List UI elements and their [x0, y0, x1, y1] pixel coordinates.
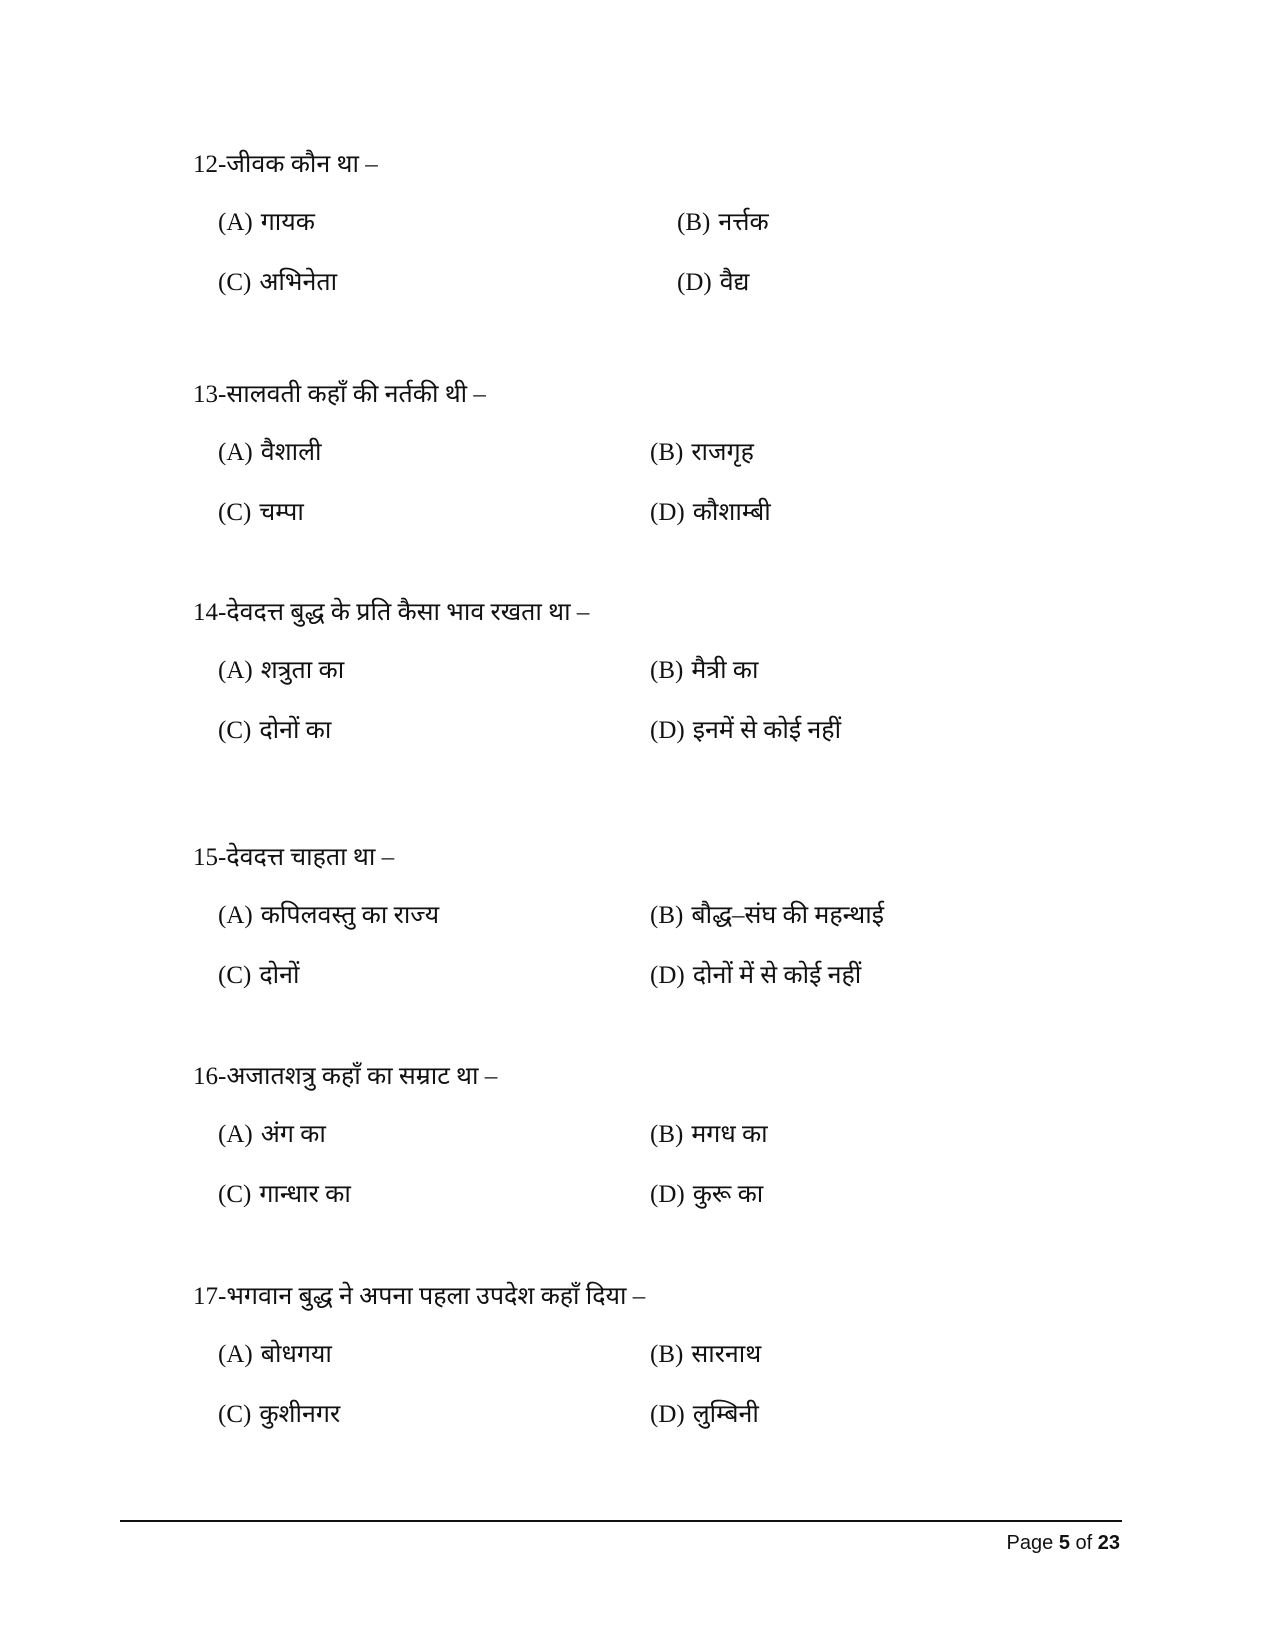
option-text: दोनों में से कोई नहीं: [692, 962, 862, 989]
question-number: 15-: [193, 844, 227, 871]
option-c: [218, 268, 337, 298]
option-b: [650, 656, 758, 686]
option-text: अभिनेता: [259, 269, 338, 296]
question-body: भगवान बुद्ध ने अपना पहला उपदेश कहाँ दिया –: [226, 1283, 646, 1310]
option-c: [218, 498, 304, 528]
question-body: जीवक कौन था –: [226, 151, 378, 178]
option-a: [218, 656, 344, 686]
question-number: 13-: [193, 381, 227, 408]
option-label: (C): [218, 1401, 252, 1428]
option-text: अंग का: [260, 1121, 326, 1148]
option-text: कौशाम्बी: [692, 499, 771, 526]
option-text: सारनाथ: [691, 1341, 762, 1368]
option-label: (A): [218, 209, 253, 236]
option-a: [218, 1120, 326, 1150]
option-label: (A): [218, 1121, 253, 1148]
question-body: सालवती कहाँ की नर्तकी थी –: [226, 381, 486, 408]
question-number: 16-: [193, 1063, 227, 1090]
current-page: 5: [1058, 1532, 1070, 1554]
question-text: [193, 1282, 645, 1312]
option-text: नर्त्तक: [718, 209, 769, 236]
option-b: [677, 208, 769, 238]
option-text: इनमें से कोई नहीं: [692, 717, 842, 744]
question-text: [193, 598, 589, 628]
option-b: [650, 901, 884, 931]
page-prefix: Page: [1006, 1532, 1054, 1554]
option-text: दोनों: [259, 962, 300, 989]
option-label: (B): [650, 902, 684, 929]
question-number: 12-: [193, 151, 227, 178]
option-c: [218, 961, 299, 991]
option-b: [650, 1120, 768, 1150]
option-a: [218, 1340, 332, 1370]
option-text: वैद्य: [719, 269, 750, 296]
option-b: [650, 438, 754, 468]
footer-divider: [120, 1520, 1122, 1522]
option-label: (C): [218, 717, 252, 744]
option-text: लुम्बिनी: [692, 1401, 759, 1428]
option-d: [650, 1400, 759, 1430]
option-a: [218, 208, 315, 238]
option-label: (D): [650, 1401, 685, 1428]
option-d: [650, 498, 771, 528]
option-label: (C): [218, 499, 252, 526]
question-text: [193, 843, 394, 873]
question-text: [193, 380, 486, 410]
option-d: [650, 961, 861, 991]
option-label: (D): [677, 269, 712, 296]
page-number: [1007, 1530, 1120, 1556]
option-b: [650, 1340, 761, 1370]
question-body: देवदत्त बुद्ध के प्रति कैसा भाव रखता था –: [226, 599, 590, 626]
option-label: (D): [650, 717, 685, 744]
option-label: (D): [650, 962, 685, 989]
option-a: [218, 901, 439, 931]
option-text: चम्पा: [259, 499, 304, 526]
option-text: शत्रुता का: [260, 657, 345, 684]
total-pages: 23: [1097, 1532, 1120, 1554]
option-text: बौद्ध–संघ की महन्थाई: [691, 902, 885, 929]
option-c: [218, 716, 331, 746]
option-d: [650, 716, 841, 746]
option-text: बोधगया: [260, 1341, 332, 1368]
of-label: of: [1075, 1532, 1093, 1554]
option-text: दोनों का: [259, 717, 332, 744]
option-text: गान्धार का: [259, 1181, 351, 1208]
option-label: (B): [650, 439, 684, 466]
option-text: राजगृह: [691, 439, 754, 466]
option-text: वैशाली: [260, 439, 322, 466]
option-label: (C): [218, 269, 252, 296]
option-d: [677, 268, 749, 298]
option-c: [218, 1180, 351, 1210]
option-d: [650, 1180, 763, 1210]
question-number: 14-: [193, 599, 227, 626]
option-text: मगध का: [691, 1121, 768, 1148]
option-label: (D): [650, 1181, 685, 1208]
question-text: [193, 1062, 497, 1092]
option-label: (A): [218, 657, 253, 684]
option-label: (A): [218, 902, 253, 929]
option-text: कुरू का: [692, 1181, 764, 1208]
option-text: कुशीनगर: [259, 1401, 341, 1428]
option-label: (A): [218, 439, 253, 466]
option-c: [218, 1400, 340, 1430]
question-body: देवदत्त चाहता था –: [226, 844, 395, 871]
question-text: [193, 150, 378, 180]
option-label: (B): [650, 1121, 684, 1148]
question-body: अजातशत्रु कहाँ का सम्राट था –: [226, 1063, 498, 1090]
option-label: (B): [650, 657, 684, 684]
option-text: गायक: [260, 209, 315, 236]
option-label: (D): [650, 499, 685, 526]
option-label: (A): [218, 1341, 253, 1368]
option-label: (C): [218, 1181, 252, 1208]
question-number: 17-: [193, 1283, 227, 1310]
option-text: कपिलवस्तु का राज्य: [260, 902, 440, 929]
option-label: (B): [677, 209, 711, 236]
option-a: [218, 438, 322, 468]
option-label: (B): [650, 1341, 684, 1368]
option-text: मैत्री का: [691, 657, 759, 684]
option-label: (C): [218, 962, 252, 989]
